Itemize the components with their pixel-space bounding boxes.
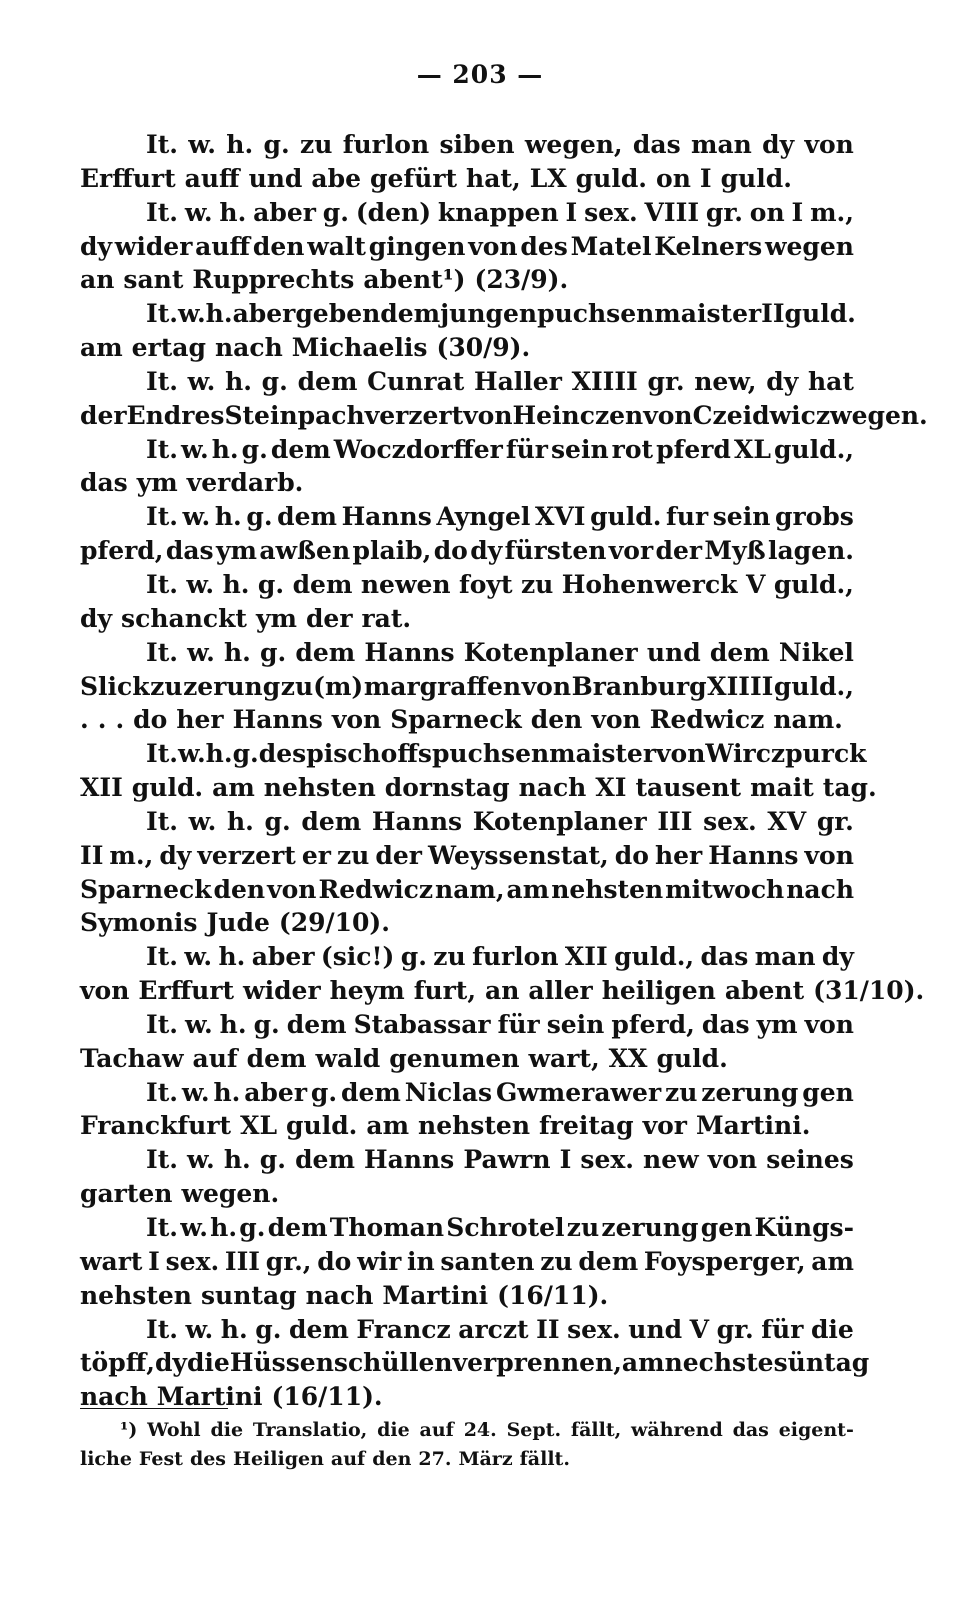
text-line: It. w. h. g. dem Hanns Kotenplaner und dem Nikel [146, 637, 854, 667]
text-line: It. w. h. g. dem Hanns Ayngel XVI guld. fur sein grobs [146, 502, 854, 532]
text-line: Erffurt auff und abe gefürt hat, LX guld. on I guld. [80, 163, 792, 193]
footnote-divider [80, 1408, 228, 1409]
text-line: am ertag nach Michaelis (30/9). [80, 333, 531, 363]
text-line: It. w. h. g. dem Francz arczt II sex. und V gr. für die [146, 1314, 854, 1344]
text-line: XII guld. am nehsten dornstag nach XI tausent mait tag. [80, 773, 877, 803]
text-line: das ym verdarb. [80, 468, 304, 498]
text-line: Franckfurt XL guld. am nehsten freitag vor Martini. [80, 1111, 811, 1141]
text-line: It. w. h. g. dem Stabassar für sein pferd, das ym von [146, 1009, 854, 1039]
page-number: — 203 — [416, 60, 544, 89]
text-line: nehsten suntag nach Martini (16/11). [80, 1280, 609, 1310]
text-line: dy schanckt ym der rat. [80, 603, 412, 633]
text-line: Symonis Jude (29/10). [80, 908, 390, 938]
text-line: It. w. h. aber g. (den) knappen I sex. VIII gr. on I m., [146, 197, 854, 227]
text-line: It. w. h. g. dem Hanns Kotenplaner III sex. XV gr. [146, 806, 854, 836]
text-line: . . . do her Hanns von Sparneck den von Redwicz nam. [80, 705, 843, 735]
text-line: It. w. h. g. dem newen foyt zu Hohenwerck V guld., [146, 569, 854, 599]
text-line: nach Martini (16/11). [80, 1382, 383, 1412]
text-line: It. w. h. g. dem Thoman Schrotel zu zerung gen Küngs- [146, 1213, 854, 1242]
text-line: It. w. h. g. zu furlon siben wegen, das man dy von [146, 130, 854, 159]
text-line: Sparneck den von Redwicz nam, am nehsten mitwoch nach [80, 874, 854, 904]
text-line: Slick zu zerung zu(m) margraffen von Branburg XIIII guld., [80, 671, 854, 701]
text-line: It. w. h. g. dem Cunrat Haller XIIII gr. new, dy hat [146, 366, 854, 396]
footnote-line: ¹) Wohl die Translatio, die auf 24. Sept. fällt, während das eigent- [120, 1419, 854, 1441]
footnote-line: liche Fest des Heiligen auf den 27. März fällt. [80, 1448, 570, 1470]
text-line: Tachaw auf dem wald genumen wart, XX guld. [80, 1043, 728, 1073]
text-line: II m., dy verzert er zu der Weyssenstat, do her Hanns von [80, 840, 854, 870]
text-line: It. w. h. aber (sic!) g. zu furlon XII guld., das man dy [146, 942, 854, 972]
text-line: It. w. h. aber geben dem jungen puchsenmaister II guld. [146, 299, 856, 329]
footnotes [80, 1416, 854, 1474]
text-line: dy wider auff den walt gingen von des Matel Kelners wegen [80, 231, 854, 261]
text-line: an sant Rupprechts abent¹) (23/9). [80, 265, 569, 295]
text-line: von Erffurt wider heym furt, an aller heiligen abent (31/10). [80, 976, 925, 1006]
text-line: It. w. h. g. dem Hanns Pawrn I sex. new von seines [146, 1145, 854, 1175]
text-line: It. w. h. aber g. dem Niclas Gwmerawer zu zerung gen [146, 1077, 854, 1107]
text-line: töpff, dy die Hüssen schüllen verprennen, am nechste süntag [80, 1348, 870, 1378]
text-line: garten wegen. [80, 1179, 280, 1209]
text-line: It. w. h. g. dem Woczdorffer für sein rot pferd XL guld., [146, 434, 854, 464]
text-line: It. w. h. g. des pischoffs puchsenmaister von Wirczpurck [146, 739, 867, 769]
text-line: der Endres Steinpach verzert von Heinczen von Czeidwicz wegen. [80, 400, 928, 430]
text-line: pferd, das ym awßen plaib, do dy fürsten vor der Myß lagen. [80, 536, 854, 566]
text-line: wart I sex. III gr., do wir in santen zu dem Foysperger, am [80, 1246, 854, 1276]
body-text [80, 128, 928, 1414]
